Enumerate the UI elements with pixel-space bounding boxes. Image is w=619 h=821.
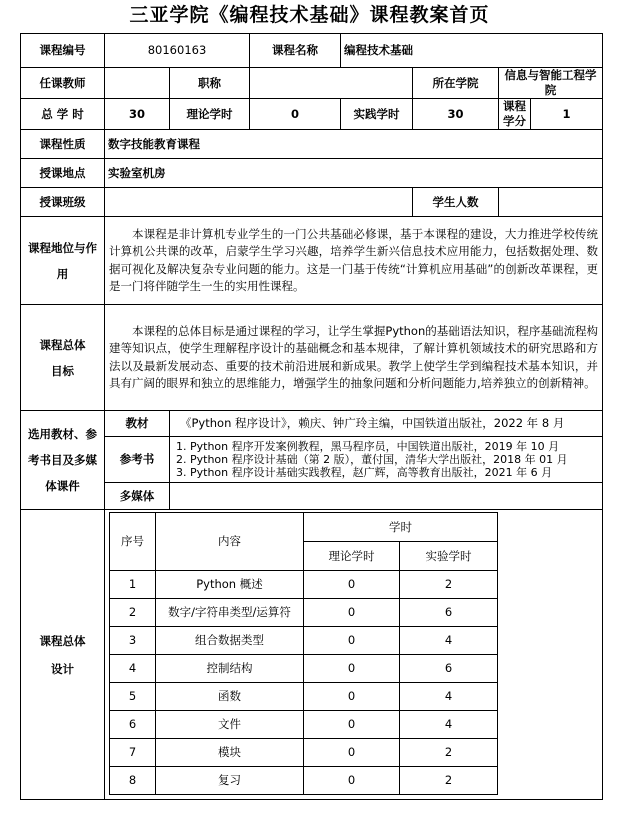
value-theory-hours: 0 xyxy=(250,99,341,130)
design-cell xyxy=(105,510,603,800)
schedule-table xyxy=(109,512,498,795)
schedule-content: 数字/字符串类型/运算符 xyxy=(156,599,304,627)
label-references: 参考书 xyxy=(105,437,170,483)
reference-item: 2. Python 程序设计基础（第 2 版），董付国，清华大学出版社，2018 年 01 月 xyxy=(176,453,568,466)
row-course-info xyxy=(21,34,603,68)
schedule-theory: 0 xyxy=(304,739,400,767)
schedule-no: 6 xyxy=(110,711,156,739)
value-total-hours: 30 xyxy=(105,99,170,130)
schedule-theory: 0 xyxy=(304,711,400,739)
schedule-row xyxy=(110,683,498,711)
value-credits: 1 xyxy=(531,99,603,130)
schedule-row xyxy=(110,739,498,767)
schedule-row xyxy=(110,767,498,795)
row-design xyxy=(21,510,603,800)
schedule-no: 5 xyxy=(110,683,156,711)
schedule-theory: 0 xyxy=(304,599,400,627)
schedule-practice: 2 xyxy=(400,571,498,599)
label-course-code: 课程编号 xyxy=(21,34,105,68)
schedule-header-no: 序号 xyxy=(110,513,156,571)
label-textbook: 教材 xyxy=(105,411,170,437)
label-course-name: 课程名称 xyxy=(250,34,341,68)
schedule-no: 3 xyxy=(110,627,156,655)
schedule-header-practice: 实验学时 xyxy=(400,542,498,571)
schedule-practice: 2 xyxy=(400,739,498,767)
row-nature xyxy=(21,130,603,159)
schedule-practice: 4 xyxy=(400,683,498,711)
schedule-no: 7 xyxy=(110,739,156,767)
label-nature: 课程性质 xyxy=(21,130,105,159)
value-nature: 数字技能教育课程 xyxy=(105,130,603,159)
value-student-count xyxy=(499,188,603,217)
schedule-content: 模块 xyxy=(156,739,304,767)
label-location: 授课地点 xyxy=(21,159,105,188)
value-textbook: 《Python 程序设计》，赖庆、钟广玲主编，中国铁道出版社，2022 年 8 月 xyxy=(170,411,603,437)
label-practice-hours: 实践学时 xyxy=(341,99,413,130)
label-credits: 课程学分 xyxy=(499,99,531,130)
schedule-row xyxy=(110,711,498,739)
schedule-no: 1 xyxy=(110,571,156,599)
schedule-content: 函数 xyxy=(156,683,304,711)
schedule-practice: 4 xyxy=(400,627,498,655)
label-multimedia: 多媒体 xyxy=(105,483,170,510)
row-textbook xyxy=(21,411,603,437)
row-teacher-info xyxy=(21,68,603,99)
schedule-no: 2 xyxy=(110,599,156,627)
schedule-header-hours: 学时 xyxy=(304,513,498,542)
schedule-header-row xyxy=(110,513,498,542)
schedule-content: 复习 xyxy=(156,767,304,795)
schedule-theory: 0 xyxy=(304,655,400,683)
row-class xyxy=(21,188,603,217)
schedule-row xyxy=(110,599,498,627)
schedule-content: Python 概述 xyxy=(156,571,304,599)
row-hours xyxy=(21,99,603,130)
references-list xyxy=(170,437,603,483)
schedule-theory: 0 xyxy=(304,627,400,655)
goals-text: 本课程的总体目标是通过课程的学习，让学生掌握Python的基础语法知识，程序基础流程构建等知识点，使学生理解程序设计的基础概念和基本规律，了解计算机领域技术的研究思路和方法以及最新发展动态、重要的技术前沿进展和新成果。教学上使学生学到编程技术基本知识，并具有广阔的眼界和独立的思维能力，增强学生的抽象问题和分析问题能力,培养独立的创新精神。 xyxy=(105,305,603,411)
reference-item: 1. Python 程序开发案例教程，黑马程序员，中国铁道出版社，2019 年 10 月 xyxy=(176,440,560,453)
position-text: 本课程是非计算机专业学生的一门公共基础必修课，基于本课程的建设，大力推进学校传统计算机公共课的改革，启蒙学生学习兴趣，培养学生新兴信息技术应用能力，包括数据处理、数据可视化及解决复杂专业问题的能力。这是一门基于传统“计算机应用基础”的创新改革课程，更是一门将伴随学生一生的实用性课程。 xyxy=(105,217,603,305)
schedule-content: 文件 xyxy=(156,711,304,739)
schedule-practice: 6 xyxy=(400,599,498,627)
schedule-practice: 6 xyxy=(400,655,498,683)
reference-item: 3. Python 程序设计基础实践教程，赵广辉，高等教育出版社，2021 年 6 月 xyxy=(176,466,553,479)
row-multimedia xyxy=(21,483,603,510)
label-class: 授课班级 xyxy=(21,188,105,217)
schedule-content: 控制结构 xyxy=(156,655,304,683)
schedule-theory: 0 xyxy=(304,767,400,795)
schedule-practice: 4 xyxy=(400,711,498,739)
label-theory-hours: 理论学时 xyxy=(170,99,250,130)
label-position: 课程地位与作用 xyxy=(21,217,105,305)
schedule-theory: 0 xyxy=(304,571,400,599)
schedule-theory: 0 xyxy=(304,683,400,711)
row-position xyxy=(21,217,603,305)
schedule-header-content: 内容 xyxy=(156,513,304,571)
row-location xyxy=(21,159,603,188)
value-course-name: 编程技术基础 xyxy=(341,34,603,68)
schedule-no: 8 xyxy=(110,767,156,795)
label-design: 课程总体设计 xyxy=(21,510,105,800)
value-location: 实验室机房 xyxy=(105,159,603,188)
page-title: 三亚学院《编程技术基础》课程教案首页 xyxy=(129,4,490,26)
value-course-code: 80160163 xyxy=(105,34,250,68)
label-student-count: 学生人数 xyxy=(413,188,499,217)
value-class xyxy=(105,188,413,217)
value-college: 信息与智能工程学院 xyxy=(499,68,603,99)
value-practice-hours: 30 xyxy=(413,99,499,130)
schedule-practice: 2 xyxy=(400,767,498,795)
schedule-row xyxy=(110,655,498,683)
label-materials: 选用教材、参考书目及多媒体课件 xyxy=(21,411,105,510)
label-teacher: 任课教师 xyxy=(21,68,105,99)
label-title-rank: 职称 xyxy=(170,68,250,99)
schedule-row xyxy=(110,571,498,599)
value-multimedia xyxy=(170,483,603,510)
row-goals xyxy=(21,305,603,411)
label-college: 所在学院 xyxy=(413,68,499,99)
value-title-rank xyxy=(250,68,413,99)
lesson-plan-table xyxy=(20,33,603,800)
schedule-row xyxy=(110,627,498,655)
schedule-no: 4 xyxy=(110,655,156,683)
row-references xyxy=(21,437,603,483)
schedule-content: 组合数据类型 xyxy=(156,627,304,655)
schedule-header-theory: 理论学时 xyxy=(304,542,400,571)
value-teacher xyxy=(105,68,170,99)
label-total-hours: 总 学 时 xyxy=(21,99,105,130)
label-goals: 课程总体目标 xyxy=(21,305,105,411)
